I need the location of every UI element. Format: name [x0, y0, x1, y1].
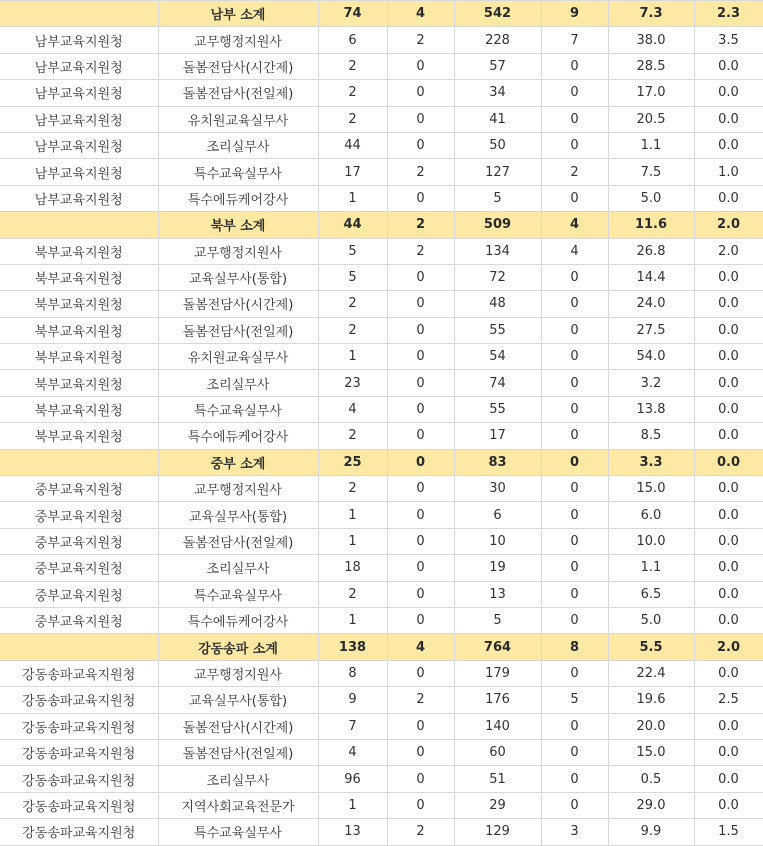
competition-ratio-cell: 13.8 — [608, 396, 694, 422]
applicant-count-cell: 41 — [454, 106, 541, 132]
applicant-count-cell: 29 — [454, 792, 541, 818]
table-row — [0, 291, 763, 317]
table-row — [0, 27, 763, 53]
extra-applicant-cell: 0 — [541, 53, 608, 79]
competition-ratio-cell: 9.9 — [608, 819, 694, 845]
office-cell — [0, 634, 158, 660]
applicant-count-cell: 129 — [454, 819, 541, 845]
extra-applicant-cell: 0 — [541, 106, 608, 132]
extra-count-cell: 0 — [387, 792, 454, 818]
extra-count-cell: 0 — [387, 502, 454, 528]
extra-applicant-cell: 5 — [541, 687, 608, 713]
competition-ratio-cell: 1.1 — [608, 132, 694, 158]
applicant-count-cell: 176 — [454, 687, 541, 713]
competition-ratio-cell: 8.5 — [608, 423, 694, 449]
competition-ratio-cell: 1.1 — [608, 555, 694, 581]
recruit-count-cell: 5 — [318, 238, 387, 264]
office-cell: 남부교육지원청 — [0, 53, 158, 79]
position-cell: 교육실무사(통합) — [158, 264, 318, 290]
extra-ratio-cell: 0.0 — [694, 264, 763, 290]
extra-applicant-cell: 8 — [541, 634, 608, 660]
table-row — [0, 607, 763, 633]
table-body — [0, 1, 763, 846]
position-cell: 교무행정지원사 — [158, 238, 318, 264]
extra-count-cell: 0 — [387, 449, 454, 475]
position-cell: 교무행정지원사 — [158, 660, 318, 686]
subtotal-row — [0, 212, 763, 238]
applicant-count-cell: 10 — [454, 528, 541, 554]
applicant-count-cell: 30 — [454, 476, 541, 502]
applicant-count-cell: 34 — [454, 80, 541, 106]
table-row — [0, 713, 763, 739]
recruit-count-cell: 2 — [318, 476, 387, 502]
extra-applicant-cell: 0 — [541, 528, 608, 554]
extra-count-cell: 0 — [387, 132, 454, 158]
extra-ratio-cell: 0.0 — [694, 476, 763, 502]
table-row — [0, 739, 763, 765]
applicant-count-cell: 72 — [454, 264, 541, 290]
office-cell: 남부교육지원청 — [0, 159, 158, 185]
table-row — [0, 581, 763, 607]
extra-count-cell: 2 — [387, 27, 454, 53]
extra-applicant-cell: 0 — [541, 370, 608, 396]
applicant-count-cell: 5 — [454, 185, 541, 211]
office-cell: 강동송파교육지원청 — [0, 687, 158, 713]
extra-count-cell: 0 — [387, 317, 454, 343]
table-row — [0, 132, 763, 158]
table-row — [0, 687, 763, 713]
competition-ratio-cell: 7.3 — [608, 1, 694, 27]
extra-ratio-cell: 1.0 — [694, 159, 763, 185]
office-cell: 강동송파교육지원청 — [0, 713, 158, 739]
extra-ratio-cell: 0.0 — [694, 396, 763, 422]
extra-ratio-cell: 0.0 — [694, 660, 763, 686]
competition-ratio-cell: 5.0 — [608, 185, 694, 211]
extra-applicant-cell: 0 — [541, 739, 608, 765]
position-cell: 조리실무사 — [158, 370, 318, 396]
subtotal-row — [0, 634, 763, 660]
office-cell: 중부교육지원청 — [0, 581, 158, 607]
recruit-count-cell: 2 — [318, 80, 387, 106]
extra-ratio-cell: 0.0 — [694, 106, 763, 132]
extra-applicant-cell: 0 — [541, 607, 608, 633]
table-row — [0, 660, 763, 686]
extra-count-cell: 2 — [387, 212, 454, 238]
extra-applicant-cell: 0 — [541, 660, 608, 686]
competition-ratio-cell: 20.0 — [608, 713, 694, 739]
applicant-count-cell: 542 — [454, 1, 541, 27]
extra-count-cell: 0 — [387, 291, 454, 317]
applicant-count-cell: 509 — [454, 212, 541, 238]
competition-ratio-cell: 19.6 — [608, 687, 694, 713]
extra-ratio-cell: 0.0 — [694, 370, 763, 396]
office-cell: 중부교육지원청 — [0, 476, 158, 502]
position-cell: 특수교육실무사 — [158, 819, 318, 845]
position-cell: 특수교육실무사 — [158, 159, 318, 185]
extra-ratio-cell: 2.0 — [694, 212, 763, 238]
extra-count-cell: 0 — [387, 607, 454, 633]
applicant-count-cell: 60 — [454, 739, 541, 765]
extra-applicant-cell: 0 — [541, 396, 608, 422]
extra-ratio-cell: 0.0 — [694, 344, 763, 370]
extra-ratio-cell: 0.0 — [694, 80, 763, 106]
office-cell: 중부교육지원청 — [0, 528, 158, 554]
extra-count-cell: 2 — [387, 238, 454, 264]
extra-count-cell: 2 — [387, 819, 454, 845]
office-cell: 남부교육지원청 — [0, 27, 158, 53]
extra-count-cell: 4 — [387, 1, 454, 27]
competition-ratio-cell: 15.0 — [608, 476, 694, 502]
extra-ratio-cell: 0.0 — [694, 739, 763, 765]
extra-count-cell: 0 — [387, 555, 454, 581]
recruit-count-cell: 2 — [318, 106, 387, 132]
applicant-count-cell: 17 — [454, 423, 541, 449]
competition-ratio-cell: 5.0 — [608, 607, 694, 633]
competition-ratio-cell: 15.0 — [608, 739, 694, 765]
position-cell: 특수에듀케어강사 — [158, 607, 318, 633]
extra-ratio-cell: 0.0 — [694, 502, 763, 528]
extra-applicant-cell: 0 — [541, 423, 608, 449]
applicant-count-cell: 19 — [454, 555, 541, 581]
table-row — [0, 555, 763, 581]
extra-count-cell: 0 — [387, 476, 454, 502]
office-cell: 강동송파교육지원청 — [0, 766, 158, 792]
position-cell: 조리실무사 — [158, 555, 318, 581]
extra-applicant-cell: 0 — [541, 344, 608, 370]
extra-ratio-cell: 2.3 — [694, 1, 763, 27]
table-row — [0, 528, 763, 554]
applicant-count-cell: 74 — [454, 370, 541, 396]
competition-ratio-cell: 3.2 — [608, 370, 694, 396]
position-cell: 유치원교육실무사 — [158, 106, 318, 132]
extra-count-cell: 0 — [387, 423, 454, 449]
applicant-count-cell: 50 — [454, 132, 541, 158]
office-cell: 남부교육지원청 — [0, 185, 158, 211]
applicant-count-cell: 228 — [454, 27, 541, 53]
subtotal-label-cell: 남부 소계 — [158, 1, 318, 27]
competition-ratio-cell: 10.0 — [608, 528, 694, 554]
competition-ratio-cell: 14.4 — [608, 264, 694, 290]
competition-ratio-cell: 26.8 — [608, 238, 694, 264]
recruit-count-cell: 1 — [318, 502, 387, 528]
extra-applicant-cell: 0 — [541, 713, 608, 739]
extra-applicant-cell: 0 — [541, 581, 608, 607]
office-cell — [0, 1, 158, 27]
applicant-count-cell: 55 — [454, 317, 541, 343]
table-row — [0, 502, 763, 528]
recruit-count-cell: 74 — [318, 1, 387, 27]
position-cell: 교무행정지원사 — [158, 27, 318, 53]
extra-count-cell: 0 — [387, 766, 454, 792]
extra-applicant-cell: 4 — [541, 212, 608, 238]
recruit-count-cell: 1 — [318, 344, 387, 370]
extra-applicant-cell: 0 — [541, 555, 608, 581]
position-cell: 돌봄전담사(시간제) — [158, 53, 318, 79]
extra-count-cell: 0 — [387, 264, 454, 290]
office-cell: 북부교육지원청 — [0, 317, 158, 343]
recruit-count-cell: 8 — [318, 660, 387, 686]
extra-applicant-cell: 0 — [541, 185, 608, 211]
position-cell: 특수에듀케어강사 — [158, 185, 318, 211]
recruit-count-cell: 6 — [318, 27, 387, 53]
subtotal-label-cell: 강동송파 소계 — [158, 634, 318, 660]
recruit-count-cell: 2 — [318, 423, 387, 449]
recruit-count-cell: 9 — [318, 687, 387, 713]
extra-applicant-cell: 2 — [541, 159, 608, 185]
extra-applicant-cell: 0 — [541, 502, 608, 528]
table-row — [0, 476, 763, 502]
table-row — [0, 317, 763, 343]
competition-ratio-cell: 0.5 — [608, 766, 694, 792]
recruit-count-cell: 2 — [318, 291, 387, 317]
extra-applicant-cell: 0 — [541, 317, 608, 343]
recruit-count-cell: 17 — [318, 159, 387, 185]
applicant-count-cell: 57 — [454, 53, 541, 79]
position-cell: 교육실무사(통합) — [158, 687, 318, 713]
extra-ratio-cell: 0.0 — [694, 291, 763, 317]
extra-ratio-cell: 2.5 — [694, 687, 763, 713]
office-cell: 남부교육지원청 — [0, 132, 158, 158]
extra-applicant-cell: 0 — [541, 766, 608, 792]
extra-applicant-cell: 0 — [541, 264, 608, 290]
table-row — [0, 106, 763, 132]
competition-ratio-cell: 17.0 — [608, 80, 694, 106]
extra-count-cell: 0 — [387, 581, 454, 607]
competition-ratio-cell: 22.4 — [608, 660, 694, 686]
office-cell: 북부교육지원청 — [0, 291, 158, 317]
extra-applicant-cell: 0 — [541, 476, 608, 502]
extra-applicant-cell: 0 — [541, 132, 608, 158]
applicant-count-cell: 134 — [454, 238, 541, 264]
recruit-count-cell: 1 — [318, 528, 387, 554]
competition-ratio-cell: 29.0 — [608, 792, 694, 818]
competition-ratio-cell: 24.0 — [608, 291, 694, 317]
competition-ratio-cell: 6.0 — [608, 502, 694, 528]
applicant-count-cell: 48 — [454, 291, 541, 317]
extra-ratio-cell: 0.0 — [694, 713, 763, 739]
subtotal-row — [0, 449, 763, 475]
extra-count-cell: 0 — [387, 396, 454, 422]
table-row — [0, 396, 763, 422]
applicant-count-cell: 6 — [454, 502, 541, 528]
office-cell: 북부교육지원청 — [0, 238, 158, 264]
recruit-count-cell: 2 — [318, 53, 387, 79]
position-cell: 조리실무사 — [158, 766, 318, 792]
extra-applicant-cell: 0 — [541, 291, 608, 317]
extra-count-cell: 0 — [387, 713, 454, 739]
extra-count-cell: 0 — [387, 528, 454, 554]
extra-ratio-cell: 0.0 — [694, 528, 763, 554]
recruit-count-cell: 18 — [318, 555, 387, 581]
competition-ratio-cell: 3.3 — [608, 449, 694, 475]
extra-ratio-cell: 0.0 — [694, 132, 763, 158]
extra-count-cell: 4 — [387, 634, 454, 660]
recruit-count-cell: 2 — [318, 317, 387, 343]
extra-count-cell: 0 — [387, 80, 454, 106]
extra-ratio-cell: 0.0 — [694, 185, 763, 211]
recruit-count-cell: 4 — [318, 396, 387, 422]
recruit-count-cell: 13 — [318, 819, 387, 845]
extra-count-cell: 0 — [387, 53, 454, 79]
competition-ratio-cell: 54.0 — [608, 344, 694, 370]
office-cell: 강동송파교육지원청 — [0, 660, 158, 686]
extra-ratio-cell: 0.0 — [694, 449, 763, 475]
competition-ratio-cell: 7.5 — [608, 159, 694, 185]
extra-applicant-cell: 4 — [541, 238, 608, 264]
recruit-count-cell: 2 — [318, 581, 387, 607]
applicant-count-cell: 764 — [454, 634, 541, 660]
competition-ratio-cell: 11.6 — [608, 212, 694, 238]
extra-applicant-cell: 0 — [541, 449, 608, 475]
office-cell: 북부교육지원청 — [0, 370, 158, 396]
table-row — [0, 370, 763, 396]
applicant-count-cell: 179 — [454, 660, 541, 686]
position-cell: 돌봄전담사(전일제) — [158, 317, 318, 343]
extra-count-cell: 0 — [387, 185, 454, 211]
office-cell: 중부교육지원청 — [0, 555, 158, 581]
table-row — [0, 159, 763, 185]
position-cell: 특수교육실무사 — [158, 581, 318, 607]
recruit-count-cell: 44 — [318, 132, 387, 158]
office-cell: 남부교육지원청 — [0, 106, 158, 132]
position-cell: 돌봄전담사(전일제) — [158, 528, 318, 554]
applicant-count-cell: 83 — [454, 449, 541, 475]
extra-ratio-cell: 1.5 — [694, 819, 763, 845]
extra-count-cell: 0 — [387, 660, 454, 686]
extra-applicant-cell: 9 — [541, 1, 608, 27]
competition-ratio-cell: 5.5 — [608, 634, 694, 660]
extra-applicant-cell: 3 — [541, 819, 608, 845]
competition-ratio-cell: 27.5 — [608, 317, 694, 343]
extra-count-cell: 0 — [387, 370, 454, 396]
position-cell: 돌봄전담사(시간제) — [158, 713, 318, 739]
position-cell: 돌봄전담사(시간제) — [158, 291, 318, 317]
table-row — [0, 264, 763, 290]
recruit-count-cell: 4 — [318, 739, 387, 765]
position-cell: 돌봄전담사(전일제) — [158, 739, 318, 765]
applicant-count-cell: 51 — [454, 766, 541, 792]
position-cell: 조리실무사 — [158, 132, 318, 158]
office-cell: 남부교육지원청 — [0, 80, 158, 106]
extra-count-cell: 0 — [387, 344, 454, 370]
subtotal-label-cell: 중부 소계 — [158, 449, 318, 475]
office-cell: 강동송파교육지원청 — [0, 792, 158, 818]
applicant-count-cell: 13 — [454, 581, 541, 607]
applicant-count-cell: 54 — [454, 344, 541, 370]
competition-ratio-cell: 28.5 — [608, 53, 694, 79]
table-row — [0, 792, 763, 818]
recruit-count-cell: 25 — [318, 449, 387, 475]
office-cell: 북부교육지원청 — [0, 396, 158, 422]
recruit-count-cell: 96 — [318, 766, 387, 792]
office-cell: 중부교육지원청 — [0, 607, 158, 633]
extra-applicant-cell: 7 — [541, 27, 608, 53]
extra-ratio-cell: 0.0 — [694, 792, 763, 818]
position-cell: 특수에듀케어강사 — [158, 423, 318, 449]
table-row — [0, 423, 763, 449]
extra-ratio-cell: 0.0 — [694, 53, 763, 79]
table-row — [0, 819, 763, 845]
extra-ratio-cell: 2.0 — [694, 238, 763, 264]
recruit-count-cell: 1 — [318, 607, 387, 633]
table-row — [0, 766, 763, 792]
competition-ratio-cell: 6.5 — [608, 581, 694, 607]
table-row — [0, 344, 763, 370]
position-cell: 교무행정지원사 — [158, 476, 318, 502]
recruit-count-cell: 138 — [318, 634, 387, 660]
recruit-count-cell: 1 — [318, 185, 387, 211]
extra-ratio-cell: 0.0 — [694, 423, 763, 449]
extra-count-cell: 0 — [387, 739, 454, 765]
extra-ratio-cell: 3.5 — [694, 27, 763, 53]
applicant-count-cell: 140 — [454, 713, 541, 739]
applicant-count-cell: 5 — [454, 607, 541, 633]
competition-ratio-cell: 20.5 — [608, 106, 694, 132]
recruit-count-cell: 44 — [318, 212, 387, 238]
position-cell: 특수교육실무사 — [158, 396, 318, 422]
recruit-count-cell: 23 — [318, 370, 387, 396]
extra-ratio-cell: 0.0 — [694, 766, 763, 792]
table-row — [0, 238, 763, 264]
extra-count-cell: 0 — [387, 106, 454, 132]
office-cell — [0, 212, 158, 238]
office-cell: 중부교육지원청 — [0, 502, 158, 528]
office-cell: 북부교육지원청 — [0, 264, 158, 290]
table-row — [0, 53, 763, 79]
table-row — [0, 185, 763, 211]
recruit-count-cell: 1 — [318, 792, 387, 818]
extra-ratio-cell: 0.0 — [694, 317, 763, 343]
applicant-count-cell: 127 — [454, 159, 541, 185]
extra-count-cell: 2 — [387, 687, 454, 713]
extra-applicant-cell: 0 — [541, 80, 608, 106]
extra-count-cell: 2 — [387, 159, 454, 185]
office-cell: 강동송파교육지원청 — [0, 739, 158, 765]
subtotal-label-cell: 북부 소계 — [158, 212, 318, 238]
position-cell: 교육실무사(통합) — [158, 502, 318, 528]
office-cell: 북부교육지원청 — [0, 423, 158, 449]
extra-ratio-cell: 0.0 — [694, 607, 763, 633]
subtotal-row — [0, 1, 763, 27]
recruit-count-cell: 7 — [318, 713, 387, 739]
position-cell: 유치원교육실무사 — [158, 344, 318, 370]
position-cell: 돌봄전담사(전일제) — [158, 80, 318, 106]
extra-ratio-cell: 2.0 — [694, 634, 763, 660]
extra-ratio-cell: 0.0 — [694, 555, 763, 581]
applicant-count-cell: 55 — [454, 396, 541, 422]
competition-ratio-cell: 38.0 — [608, 27, 694, 53]
recruit-count-cell: 5 — [318, 264, 387, 290]
office-cell — [0, 449, 158, 475]
office-cell: 강동송파교육지원청 — [0, 819, 158, 845]
table-row — [0, 80, 763, 106]
office-cell: 북부교육지원청 — [0, 344, 158, 370]
extra-applicant-cell: 0 — [541, 792, 608, 818]
extra-ratio-cell: 0.0 — [694, 581, 763, 607]
position-cell: 지역사회교육전문가 — [158, 792, 318, 818]
